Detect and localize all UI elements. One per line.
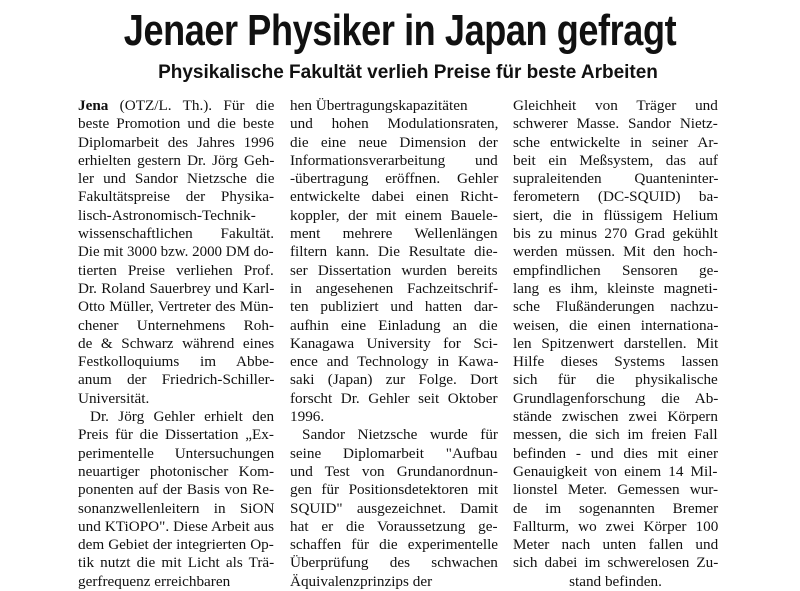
text-line: weisen, die einen internationa- xyxy=(513,316,719,334)
text-line xyxy=(78,97,274,115)
text-line: supraleitenden Quanteninter- xyxy=(513,170,719,188)
text-line: gen für Positionsdetektoren mit xyxy=(290,481,499,499)
text-line: und Test von Grundanordnun- xyxy=(290,462,498,480)
text-line: Grundlagenforschung die Ab- xyxy=(513,389,719,407)
text-line: sich für die physikalische xyxy=(513,371,718,389)
text-line: ponenten auf der Basis von Re- xyxy=(78,481,275,499)
text-line: entwickelte dabei einen Richt- xyxy=(290,188,499,206)
text-line: Sandor Nietzsche wurde für xyxy=(302,426,498,444)
text-line: neuartiger photonischer Kom- xyxy=(78,462,275,480)
text-line: erhielten gestern Dr. Jörg Geh- xyxy=(78,151,275,169)
text-line: Informationsverarbeitung und xyxy=(290,151,498,169)
text-line: Meter nach unten fallen und xyxy=(513,536,719,554)
text-line: chener Unternehmens Roh- xyxy=(78,316,275,334)
text-line: Universität. xyxy=(78,389,150,407)
text-line: lisch-Astronomisch-Technik- xyxy=(78,206,256,224)
article-column-3 xyxy=(513,97,718,591)
text-line: Festkolloquiums im Abbe- xyxy=(78,353,275,371)
text-line: lang es ihm, kleinste magneti- xyxy=(513,279,718,297)
dateline: Jena xyxy=(78,97,109,114)
article-column-2 xyxy=(290,97,498,591)
text-line: sche entwickelte in seiner Ar- xyxy=(513,133,719,151)
text-line: Preis für die Dissertation „Ex- xyxy=(78,426,274,444)
text-line: Dr. Roland Sauerbrey und Karl- xyxy=(78,279,275,297)
text-line: Die mit 3000 bzw. 2000 DM do- xyxy=(78,243,274,261)
text-line: tierten Preise verliehen Prof. xyxy=(78,261,274,279)
text-line: lionstel Meter. Gemessen wur- xyxy=(513,481,719,499)
text-line: de im sogenannten Bremer xyxy=(513,499,719,517)
text-line: sich dabei im schwerelosen Zu- xyxy=(513,554,719,572)
text-line: Fallturm, wo zwei Körper 100 xyxy=(513,517,719,535)
text-line: Hilfe dieses Systems lassen xyxy=(513,353,719,371)
text-line: befinden - und dies mit einer xyxy=(513,444,719,462)
text-line: hen Übertragungskapazitäten xyxy=(290,97,468,114)
text-line: ment mehrere Wellenlängen xyxy=(290,225,498,243)
article-column-1 xyxy=(78,97,274,591)
text-line: stand befinden. xyxy=(569,572,662,590)
text-line: stände zwischen zwei Körpern xyxy=(513,408,718,426)
text-line: hat er die Voraussetzung ge- xyxy=(290,517,498,535)
text-line: Genauigkeit von einem 14 Mil- xyxy=(513,462,718,480)
text-line: len Spitzenwert darstellen. Mit xyxy=(513,334,719,352)
text-line-content: (OTZ/L. Th.). Für die xyxy=(119,97,275,114)
text-line: sche Flußänderungen nachzu- xyxy=(513,298,719,316)
text-line: schwerer Masse. Sandor Nietz- xyxy=(513,115,718,133)
subheadline: Physikalische Fakultät verlieh Preise für beste Arbeiten xyxy=(158,62,658,83)
text-line: Überprüfung des schwachen xyxy=(290,554,498,572)
text-line: werden müssen. Mit den hoch- xyxy=(513,243,718,261)
text-line: saki (Japan) zur Folge. Dort xyxy=(290,371,498,389)
text-line: wissenschaftlichen Fakultät. xyxy=(78,225,275,243)
text-line: koppler, der mit einem Bauele- xyxy=(290,206,498,224)
text-line: empfindlichen Sensoren ge- xyxy=(513,261,719,279)
text-line: Kanagawa University for Sci- xyxy=(290,334,498,352)
text-line: ser Dissertation wurden bereits xyxy=(290,261,498,279)
text-line: und KTiOPO". Diese Arbeit aus xyxy=(78,517,275,535)
text-line: bis zu minus 270 Grad gekühlt xyxy=(513,225,718,243)
text-line: Fakultätspreise der Physika- xyxy=(78,188,275,206)
text-line: seine Diplomarbeit "Aufbau xyxy=(290,444,498,462)
text-line: gerfrequenz erreichbaren xyxy=(78,572,231,590)
text-line: 1996. xyxy=(290,408,325,426)
text-line: beit ein Meßsystem, das auf xyxy=(513,151,718,169)
text-line: siert, die in flüssigem Helium xyxy=(513,206,719,224)
text-line: ten publiziert und hatten dar- xyxy=(290,298,498,316)
text-line: de & Schwarz während eines xyxy=(78,334,275,352)
text-line: Dr. Jörg Gehler erhielt den xyxy=(90,408,275,426)
text-line: sonanzwellenleitern in SiON xyxy=(78,499,275,517)
text-line: filtern kann. Die Resultate die- xyxy=(290,243,498,261)
text-line: ferometern (DC-SQUID) ba- xyxy=(513,188,719,206)
text-line: in angesehenen Fachzeitschrif- xyxy=(290,279,499,297)
text-line: ler und Sandor Nietzsche die xyxy=(78,170,275,188)
headline: Jenaer Physiker in Japan gefragt xyxy=(123,6,677,55)
text-line: messen, die sich im freien Fall xyxy=(513,426,718,444)
text-line: -übertragung eröffnen. Gehler xyxy=(290,170,499,188)
text-line: und hohen Modulationsraten, xyxy=(290,115,499,133)
text-line: beste Promotion und die beste xyxy=(78,115,275,133)
text-line: dem Gebiet der integrierten Op- xyxy=(78,536,274,554)
text-line: anum der Friedrich-Schiller- xyxy=(78,371,275,389)
text-line: Diplomarbeit des Jahres 1996 xyxy=(78,133,274,151)
text-line: forscht Dr. Gehler seit Oktober xyxy=(290,389,498,407)
text-line: SQUID" ausgezeichnet. Damit xyxy=(290,499,499,517)
text-line: aufhin eine Einladung an die xyxy=(290,316,498,334)
text-line: perimentelle Untersuchungen xyxy=(78,444,275,462)
text-line: Otto Müller, Vertreter des Mün- xyxy=(78,298,274,316)
text-line: tik nutzt die mit Licht als Trä- xyxy=(78,554,275,572)
text-line: die eine neue Dimension der xyxy=(290,133,498,151)
text-line: schaffen für die experimentelle xyxy=(290,536,499,554)
text-line: Gleichheit von Träger und xyxy=(513,97,718,114)
text-line: ence and Technology in Kawa- xyxy=(290,353,499,371)
text-line: Äquivalenzprinzips der xyxy=(290,572,433,590)
